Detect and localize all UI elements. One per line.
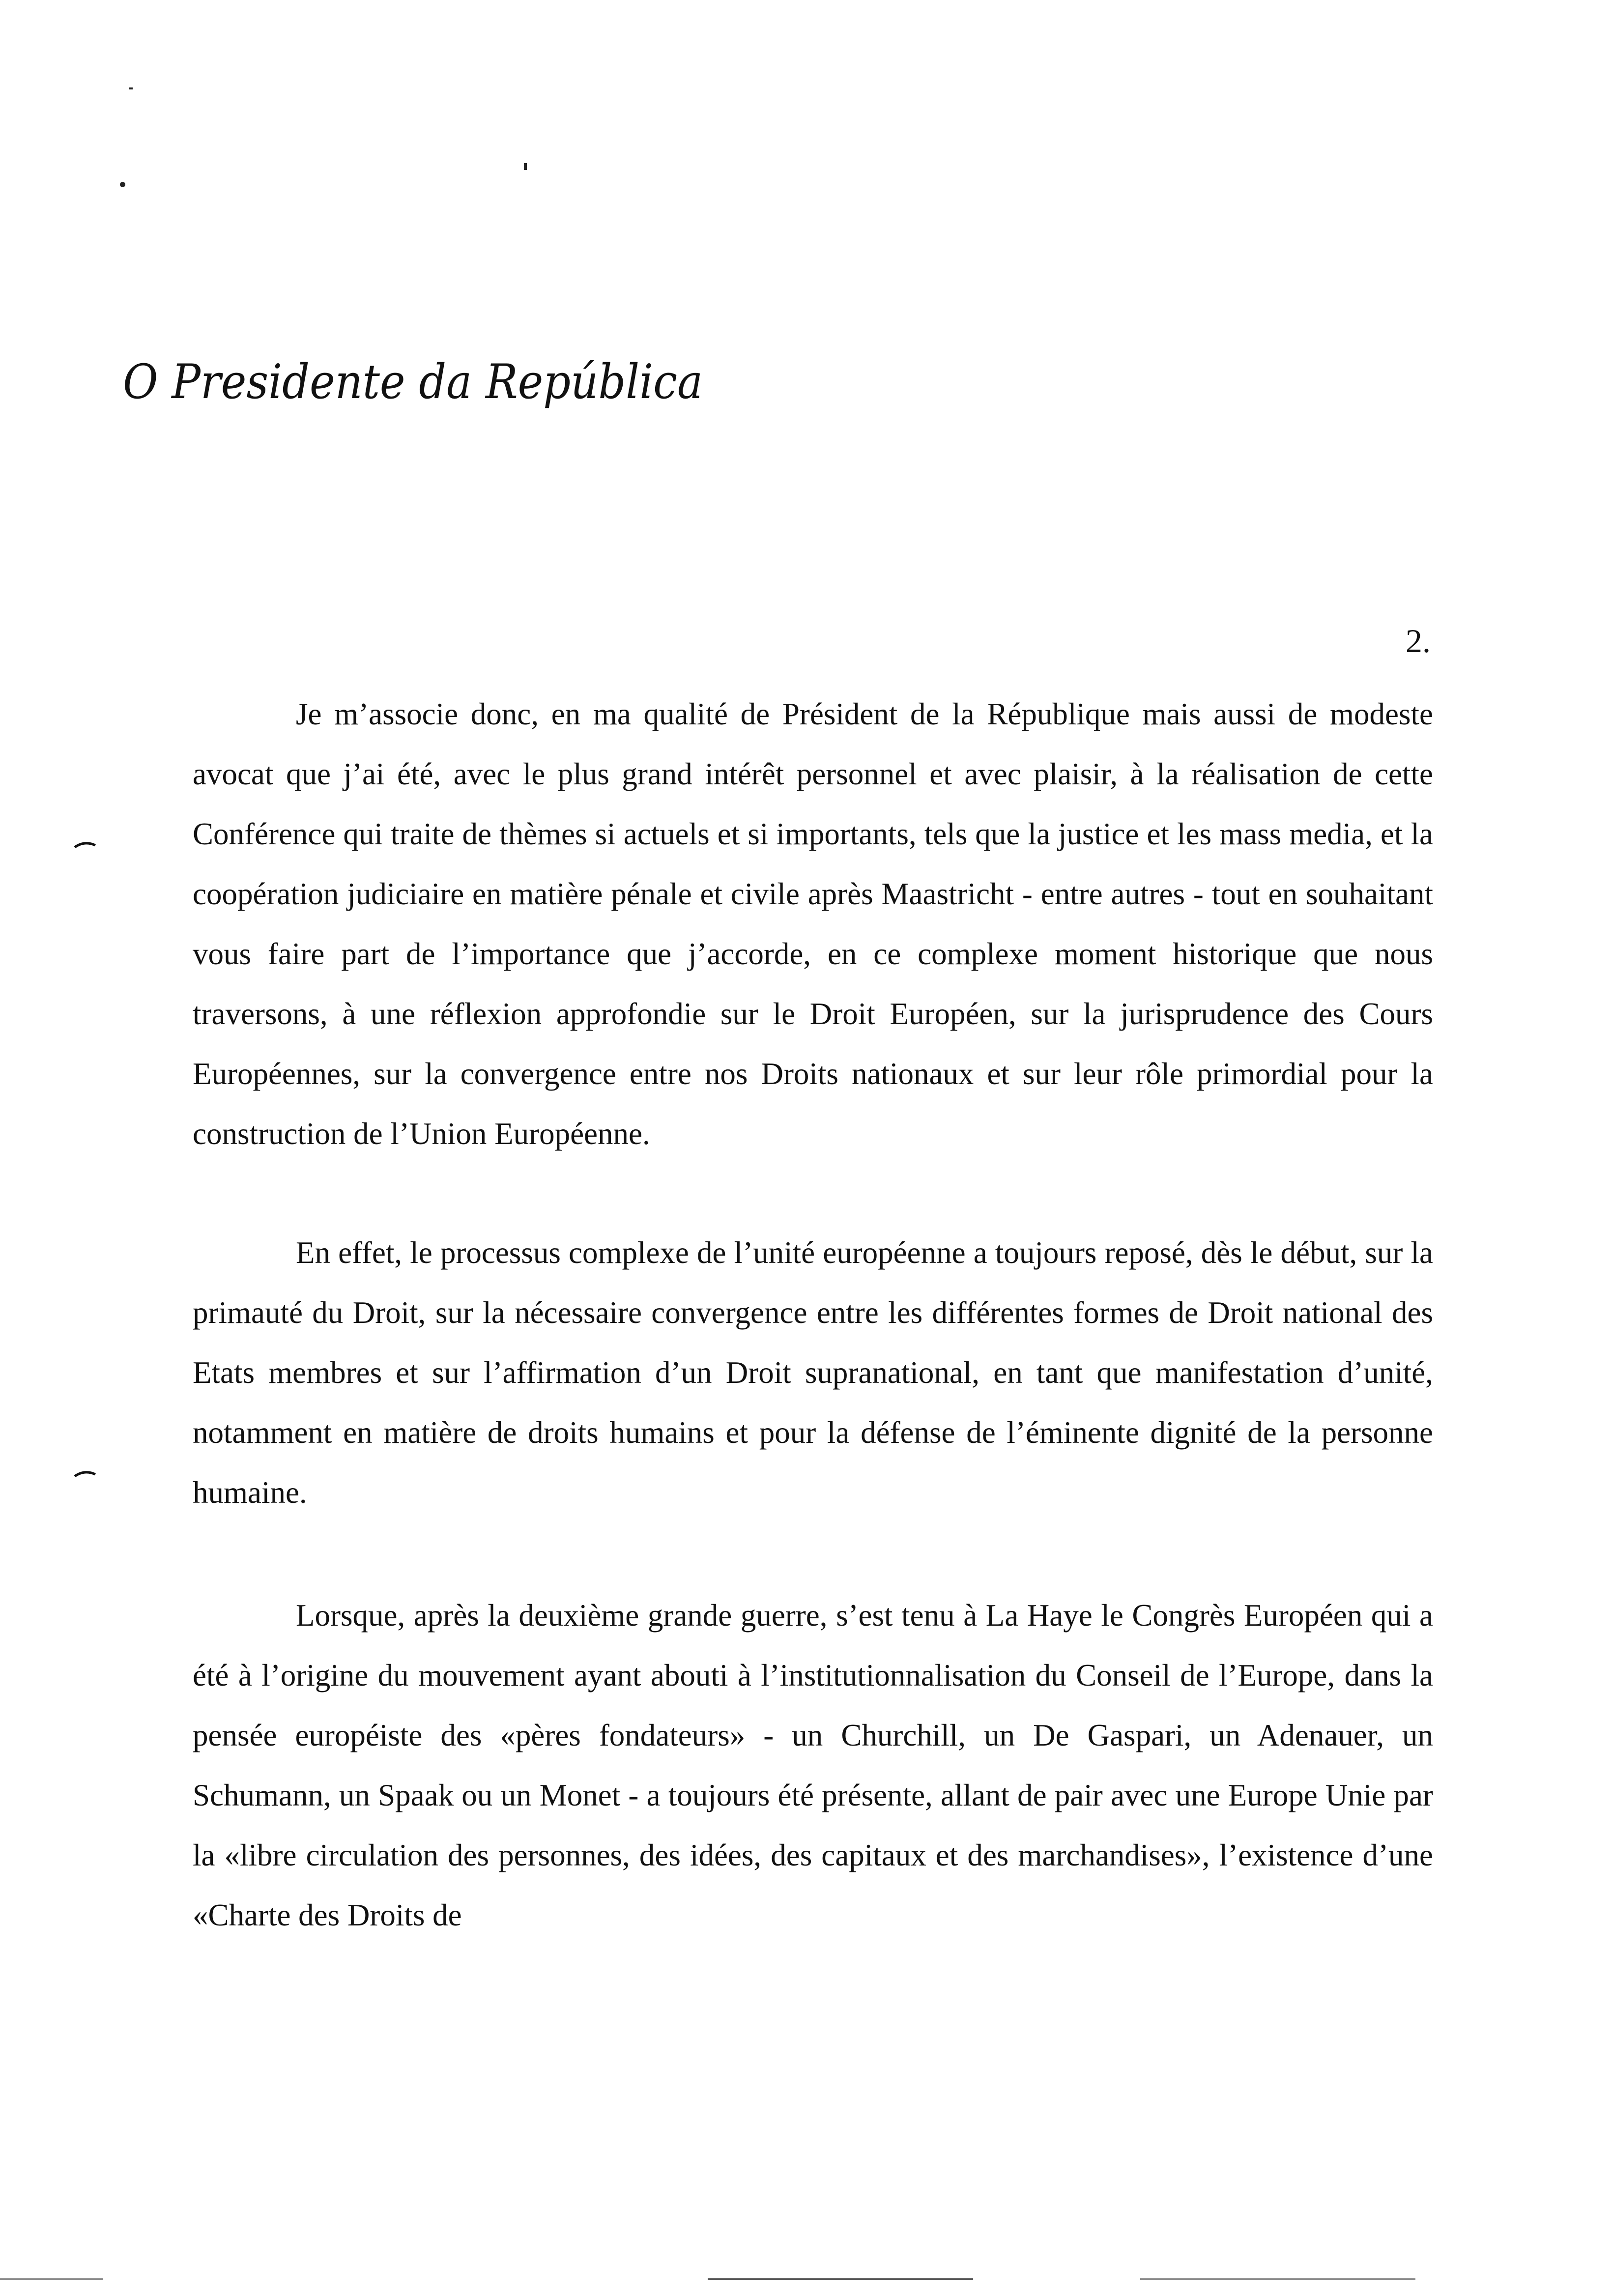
paragraph: En effet, le processus complexe de l’unité européenne a toujours reposé, dès le début, sur la primauté du Droit, sur la nécessaire convergence entre les différentes formes de Droit national des Etats membres et sur l’affirmation d’un Droit supranational, en tant que manifestation d’unité, notamment en matière de droits humains et pour la défense de l’éminente dignité de la personne humaine. bbox=[193, 1235, 1433, 1510]
paragraph: Je m’associe donc, en ma qualité de Président de la République mais aussi de modeste avocat que j’ai été, avec le plus grand intérêt personnel et avec plaisir, à la réalisation de cette Conférence qui traite de thèmes si actuels et si importants, tels que la justice et les mass media, et la coopération judiciaire en matière pénale et civile après Maastricht - entre autres - tout en souhaitant vous faire part de l’importance que j’accorde, en ce complexe moment historique que nous traversons, à une réflexion approfondie sur le Droit Européen, sur la jurisprudence des Cours Européennes, sur la convergence entre nos Droits nationaux et sur leur rôle primordial pour la construction de l’Union Européenne. bbox=[193, 697, 1433, 1151]
scan-edge-line bbox=[1140, 2278, 1415, 2280]
scan-speck bbox=[120, 182, 125, 187]
scan-edge-line bbox=[708, 2278, 973, 2280]
scan-edge-line bbox=[0, 2278, 103, 2280]
paragraph: Lorsque, après la deuxième grande guerre, s’est tenu à La Haye le Congrès Européen qui a été à l’origine du mouvement ayant abouti à l’institutionnalisation du Conseil de l’Europe, dans la pensée européiste des «pères fondateurs» - un Churchill, un De Gaspari, un Adenauer, un Schumann, un Spaak ou un Monet - a toujours été présente, allant de pair avec une Europe Unie par la «libre circulation des personnes, des idées, des capitaux et des marchandises», l’existence d’une «Charte des Droits de bbox=[193, 1598, 1433, 1932]
body-text bbox=[193, 684, 1433, 1945]
scan-speck bbox=[524, 163, 527, 170]
margin-mark bbox=[74, 1469, 96, 1477]
margin-mark bbox=[74, 840, 96, 848]
page-number: 2. bbox=[1406, 622, 1431, 660]
scan-speck bbox=[129, 87, 133, 89]
svg-text:O Presidente da República: O Presidente da República bbox=[123, 354, 703, 409]
letterhead bbox=[123, 344, 713, 423]
letterhead-script bbox=[123, 344, 713, 423]
